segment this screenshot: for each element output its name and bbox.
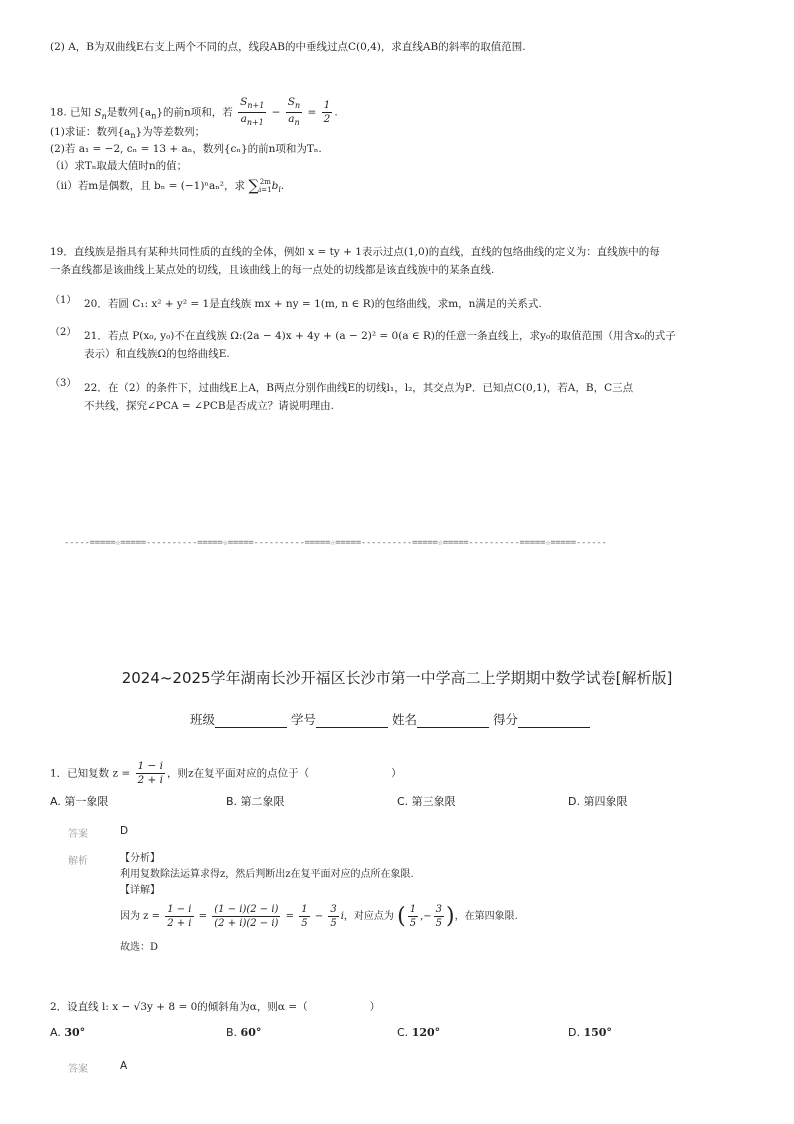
q19-intro-1: 19．直线族是指具有某种共同性质的直线的全体，例如 x = ty + 1表示过点(1,0)的直线，直线的包络曲线的定义为：直线族中的每 — [50, 246, 660, 258]
q18-sub2-i: （ⅰ）求Tₙ取最大值时n的值； — [50, 160, 188, 172]
q19-part3-line1: 22．在（2）的条件下，过曲线E上A，B两点分别作曲线E的切线l₁，l₂，其交点为P．已知点C(0,1)，若A，B，C三点 — [84, 382, 634, 394]
fraction-s-over-a: $\frac{S_n}{a_n}$ — [287, 96, 301, 128]
fraction-s-over-a-next: $\frac{S_{n+1}}{a_{n+1}}$ — [240, 96, 265, 128]
q1-detail: 因为 z = $\frac{1 - i}{2 + i}$ = $\frac{(1 - i)(2 - i)}{(2 + i)(2 - i)}$ = $\frac{1}{5}$ − $\frac{3}{5}$ i，对应点为 ( $\frac{1}{5}$ ,− $\frac{3}{5}$ )，在第四象限. — [120, 904, 518, 929]
q18-sub1: (1)求证：数列$\{a_n\}$为等差数列； — [50, 126, 206, 141]
q2-stem: 2．设直线 l: x − √3y + 8 = 0的倾斜角为α，则α =（ ） — [50, 1001, 381, 1013]
q2-answer: A — [120, 1060, 128, 1072]
q2-option-a[interactable]: A. 30° — [50, 1026, 86, 1039]
q1-fenxi-text: 利用复数除法运算求得z，然后判断出z在复平面对应的点所在象限. — [120, 869, 414, 880]
q19-part2-tag: （2） — [50, 327, 77, 338]
q19-intro-2: 一条直线都是该曲线上某点处的切线，且该曲线上的每一点处的切线都是该直线族中的某条直线. — [50, 264, 495, 276]
q18-stem: 18. 已知 $S_n$是数列$\{a_n\}$的前n项和，若 $\frac{S_{n+1}}{a_{n+1}}$ − $\frac{S_n}{a_n}$ = $\frac{1}{2}$ . — [50, 96, 338, 128]
q1-stem: 1．已知复数 z = $\frac{1 - i}{2 + i}$ ，则z在复平面对应的点位于（ ） — [50, 760, 402, 786]
exam-title: 2024~2025学年湖南长沙开福区长沙市第一中学高二上学期期中数学试卷[解析版] — [121, 669, 673, 687]
student-info-line: 班级 学号 姓名 得分 — [190, 710, 590, 728]
page-divider: -----=====☆=====----------=====☆=====----------=====☆=====----------=====☆=====----------=====☆=====------ — [64, 538, 607, 548]
student-id-blank[interactable] — [316, 713, 388, 728]
score-blank[interactable] — [518, 713, 590, 728]
q2-option-c[interactable]: C. 120° — [397, 1026, 441, 1039]
q19-part2-line2: 表示）和直线族Ω的包络曲线E. — [84, 348, 230, 360]
q19-part2-line1: 21．若点 P(x₀, y₀)不在直线族 Ω:(2a − 4)x + 4y + (a − 2)² = 0(a ∈ R)的任意一条直线上，求y₀的取值范围（用含x₀的式子 — [84, 330, 676, 342]
q18-sub2: (2)若 a₁ = −2, cₙ = 13 + aₙ，数列{cₙ}的前n项和为Tₙ. — [50, 143, 322, 155]
q2-option-b[interactable]: B. 60° — [226, 1026, 262, 1039]
q1-choose: 故选：D — [120, 942, 159, 953]
q1-option-b[interactable]: B. 第二象限 — [226, 795, 285, 808]
q19-part1-tag: （1） — [50, 295, 77, 306]
q1-option-d[interactable]: D. 第四象限 — [568, 795, 628, 808]
q1-answer-label: 答案 — [68, 829, 88, 840]
q17-part2: (2) A，B为双曲线E右支上两个不同的点，线段AB的中垂线过点C(0,4)，求直线AB的斜率的取值范围. — [50, 41, 526, 53]
q1-xiangjie-heading: 【详解】 — [120, 885, 160, 896]
q19-part3-line2: 不共线，探究∠PCA = ∠PCB是否成立？请说明理由. — [84, 400, 334, 412]
q18-sub2-ii: （ⅱ）若m是偶数，且 bₙ = (−1)ⁿaₙ²，求 ∑2m $i=1b_i$. — [50, 176, 285, 195]
fraction-half: $\frac{1}{2}$ — [323, 99, 331, 126]
q1-answer: D — [120, 825, 129, 837]
fraction-1mi-over-2pi: $\frac{1 - i}{2 + i}$ — [137, 760, 164, 786]
q1-option-a[interactable]: A. 第一象限 — [50, 795, 109, 808]
class-blank[interactable] — [215, 713, 287, 728]
q2-answer-label: 答案 — [68, 1064, 88, 1075]
q1-analysis-label: 解析 — [68, 856, 88, 867]
q1-option-c[interactable]: C. 第三象限 — [397, 795, 456, 808]
q19-part3-tag: （3） — [50, 378, 77, 389]
name-blank[interactable] — [417, 713, 489, 728]
q19-part1: 20．若圆 C₁: x² + y² = 1是直线族 mx + ny = 1(m, n ∈ R)的包络曲线，求m，n满足的关系式. — [84, 298, 542, 310]
q1-fenxi-heading: 【分析】 — [120, 853, 160, 864]
q2-option-d[interactable]: D. 150° — [568, 1026, 612, 1039]
